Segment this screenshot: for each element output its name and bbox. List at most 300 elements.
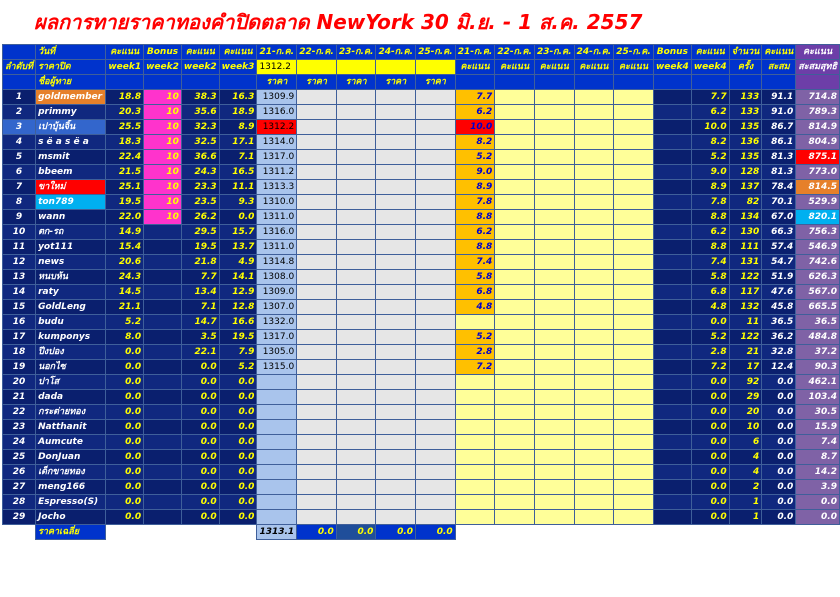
- average-score: 0.0: [762, 420, 796, 435]
- week2-score: 21.8: [181, 255, 219, 270]
- header-close-label: ราคาปิด: [36, 60, 106, 75]
- bonus-score: [144, 435, 182, 450]
- bonus-score: [144, 465, 182, 480]
- daily-score-4: [574, 105, 614, 120]
- bonus-week4: [653, 240, 691, 255]
- daily-score-2: [495, 90, 535, 105]
- week2-score: 26.2: [181, 210, 219, 225]
- daily-score-5: [614, 285, 654, 300]
- row-number: 12: [3, 255, 36, 270]
- guess-price-3: [336, 420, 376, 435]
- daily-score-4: [574, 390, 614, 405]
- guess-price-3: [336, 390, 376, 405]
- week2-score: 19.5: [181, 240, 219, 255]
- daily-score-3: [534, 285, 574, 300]
- header-week1: week1: [106, 60, 144, 75]
- guess-price-1: 1309.9: [257, 90, 297, 105]
- guess-price-5: [416, 165, 456, 180]
- table-row: [3, 495, 840, 510]
- total-score: 37.2: [796, 345, 840, 360]
- player-name: ปีงปอง: [36, 345, 106, 360]
- play-count: 4: [729, 465, 762, 480]
- daily-score-2: [495, 390, 535, 405]
- daily-score-1: 7.2: [455, 360, 495, 375]
- daily-score-5: [614, 90, 654, 105]
- close-price: 1312.2: [257, 60, 297, 75]
- daily-score-2: [495, 105, 535, 120]
- header-blank-w2: [181, 75, 219, 90]
- guess-price-3: [336, 270, 376, 285]
- total-score: 814.9: [796, 120, 840, 135]
- week1-score: 0.0: [106, 480, 144, 495]
- header-no-label: ลำดับที่: [3, 60, 36, 75]
- table-row: [3, 180, 840, 195]
- play-count: 1: [729, 495, 762, 510]
- week1-score: 8.0: [106, 330, 144, 345]
- bonus-week4: [653, 165, 691, 180]
- bonus-score: 10: [144, 90, 182, 105]
- row-number: 8: [3, 195, 36, 210]
- guess-price-2: [297, 255, 337, 270]
- guess-price-2: [297, 195, 337, 210]
- week1-score: 5.2: [106, 315, 144, 330]
- play-count: 132: [729, 300, 762, 315]
- row-number: 18: [3, 345, 36, 360]
- week3-score: 0.0: [219, 450, 257, 465]
- average-score: 0.0: [762, 375, 796, 390]
- bonus-week4: [653, 105, 691, 120]
- week1-score: 21.1: [106, 300, 144, 315]
- daily-score-1: 8.2: [455, 135, 495, 150]
- daily-score-1: [455, 390, 495, 405]
- daily-score-2: [495, 405, 535, 420]
- bonus-week4: [653, 225, 691, 240]
- week1-score: 0.0: [106, 450, 144, 465]
- daily-score-4: [574, 360, 614, 375]
- average-score: 0.0: [762, 450, 796, 465]
- guess-price-5: [416, 510, 456, 525]
- header-blank-s2: [495, 75, 535, 90]
- total-score: 103.4: [796, 390, 840, 405]
- header-name-label: ชื่อผู้ทาย: [36, 75, 106, 90]
- bonus-week4: [653, 315, 691, 330]
- daily-score-4: [574, 465, 614, 480]
- header-row-3: [3, 75, 840, 90]
- week3-score: 16.3: [219, 90, 257, 105]
- guess-price-1: 1315.0: [257, 360, 297, 375]
- guess-price-3: [336, 435, 376, 450]
- bonus-week4: [653, 345, 691, 360]
- guess-price-5: [416, 255, 456, 270]
- guess-price-3: [336, 495, 376, 510]
- week3-score: 17.1: [219, 135, 257, 150]
- guess-price-5: [416, 150, 456, 165]
- week3-score: 0.0: [219, 375, 257, 390]
- guess-price-1: 1314.8: [257, 255, 297, 270]
- average-score: 0.0: [762, 390, 796, 405]
- guess-price-1: [257, 450, 297, 465]
- guess-price-5: [416, 405, 456, 420]
- daily-score-3: [534, 90, 574, 105]
- guess-price-3: [336, 150, 376, 165]
- daily-score-2: [495, 480, 535, 495]
- player-name: Natthanit: [36, 420, 106, 435]
- daily-score-1: 7.7: [455, 90, 495, 105]
- daily-score-5: [614, 390, 654, 405]
- close-price-5: [416, 60, 456, 75]
- guess-price-3: [336, 195, 376, 210]
- header-bonus-w4: Bonus: [653, 45, 691, 60]
- guess-price-4: [376, 210, 416, 225]
- footer-blank: [3, 525, 36, 540]
- daily-score-1: 9.0: [455, 165, 495, 180]
- week2-score: 36.6: [181, 150, 219, 165]
- player-name: raty: [36, 285, 106, 300]
- guess-price-4: [376, 150, 416, 165]
- player-name: นอกไซ: [36, 360, 106, 375]
- daily-score-4: [574, 435, 614, 450]
- player-name: ขาใหม่: [36, 180, 106, 195]
- daily-score-2: [495, 345, 535, 360]
- bonus-score: 10: [144, 180, 182, 195]
- footer-gap-2: [144, 525, 182, 540]
- table-row: [3, 330, 840, 345]
- guess-price-2: [297, 240, 337, 255]
- daily-score-1: [455, 405, 495, 420]
- daily-score-5: [614, 240, 654, 255]
- guess-price-2: [297, 180, 337, 195]
- total-score: 8.7: [796, 450, 840, 465]
- table-row: [3, 135, 840, 150]
- guess-price-5: [416, 315, 456, 330]
- guess-price-5: [416, 435, 456, 450]
- daily-score-4: [574, 330, 614, 345]
- header-count: จำนวน: [729, 45, 762, 60]
- row-number: 4: [3, 135, 36, 150]
- average-score: 0.0: [762, 405, 796, 420]
- play-count: 82: [729, 195, 762, 210]
- guess-price-3: [336, 510, 376, 525]
- header-score-w3: คะแนน: [219, 45, 257, 60]
- daily-score-5: [614, 495, 654, 510]
- week2-score: 3.5: [181, 330, 219, 345]
- header-blank-s5: [614, 75, 654, 90]
- play-count: 128: [729, 165, 762, 180]
- week3-score: 0.0: [219, 210, 257, 225]
- daily-score-5: [614, 330, 654, 345]
- table-row: [3, 270, 840, 285]
- guess-price-4: [376, 105, 416, 120]
- player-name: s ë a s ë a: [36, 135, 106, 150]
- daily-score-5: [614, 375, 654, 390]
- average-score: 86.1: [762, 135, 796, 150]
- footer-avg-5: 0.0: [416, 525, 456, 540]
- guess-price-4: [376, 165, 416, 180]
- week2-score: 0.0: [181, 435, 219, 450]
- row-number: 9: [3, 210, 36, 225]
- play-count: 4: [729, 450, 762, 465]
- guess-price-3: [336, 405, 376, 420]
- guess-price-3: [336, 345, 376, 360]
- play-count: 11: [729, 315, 762, 330]
- table-row: [3, 450, 840, 465]
- guess-price-5: [416, 390, 456, 405]
- week4-score: 0.0: [691, 480, 729, 495]
- week2-score: 0.0: [181, 375, 219, 390]
- week3-score: 16.6: [219, 315, 257, 330]
- guess-price-1: [257, 495, 297, 510]
- bonus-score: 10: [144, 210, 182, 225]
- header-total2: สะสมสุทธิ: [796, 60, 840, 75]
- daily-score-1: 5.8: [455, 270, 495, 285]
- bonus-week4: [653, 210, 691, 225]
- header-blank-w3: [219, 75, 257, 90]
- guess-price-1: 1305.0: [257, 345, 297, 360]
- total-score: 804.9: [796, 135, 840, 150]
- row-number: 5: [3, 150, 36, 165]
- week2-score: 14.7: [181, 315, 219, 330]
- daily-score-1: 2.8: [455, 345, 495, 360]
- row-number: 26: [3, 465, 36, 480]
- player-name: Jocho: [36, 510, 106, 525]
- daily-score-5: [614, 420, 654, 435]
- header-row-2: [3, 60, 840, 75]
- average-score: 78.4: [762, 180, 796, 195]
- guess-price-1: 1316.0: [257, 105, 297, 120]
- average-score: 45.8: [762, 300, 796, 315]
- bonus-score: [144, 315, 182, 330]
- daily-score-1: 7.8: [455, 195, 495, 210]
- daily-score-5: [614, 450, 654, 465]
- play-count: 29: [729, 390, 762, 405]
- guess-price-4: [376, 255, 416, 270]
- week1-score: 19.5: [106, 195, 144, 210]
- guess-price-5: [416, 225, 456, 240]
- week1-score: 0.0: [106, 435, 144, 450]
- guess-price-3: [336, 465, 376, 480]
- bonus-score: 10: [144, 165, 182, 180]
- daily-score-3: [534, 300, 574, 315]
- daily-score-4: [574, 225, 614, 240]
- daily-score-2: [495, 315, 535, 330]
- header-bonus: Bonus: [144, 45, 182, 60]
- bonus-week4: [653, 375, 691, 390]
- average-score: 91.1: [762, 90, 796, 105]
- guess-price-4: [376, 330, 416, 345]
- average-score: 0.0: [762, 510, 796, 525]
- guess-price-3: [336, 90, 376, 105]
- week4-score: 8.8: [691, 240, 729, 255]
- header-price-2: ราคา: [297, 75, 337, 90]
- row-number: 7: [3, 180, 36, 195]
- header-price-3: ราคา: [336, 75, 376, 90]
- week1-score: 20.6: [106, 255, 144, 270]
- guess-price-1: [257, 405, 297, 420]
- bonus-week4: [653, 300, 691, 315]
- guess-price-4: [376, 195, 416, 210]
- bonus-score: [144, 390, 182, 405]
- close-price-3: [336, 60, 376, 75]
- guess-price-1: 1309.0: [257, 285, 297, 300]
- guess-price-3: [336, 180, 376, 195]
- guess-price-5: [416, 135, 456, 150]
- bonus-score: [144, 510, 182, 525]
- average-score: 81.3: [762, 150, 796, 165]
- week4-score: 0.0: [691, 465, 729, 480]
- header-score-4: คะแนน: [574, 60, 614, 75]
- guess-price-5: [416, 120, 456, 135]
- guess-price-4: [376, 510, 416, 525]
- guess-price-5: [416, 465, 456, 480]
- total-score: 462.1: [796, 375, 840, 390]
- header-date-2: 22-ก.ค.: [297, 45, 337, 60]
- close-price-2: [297, 60, 337, 75]
- daily-score-2: [495, 120, 535, 135]
- daily-score-5: [614, 120, 654, 135]
- daily-score-2: [495, 300, 535, 315]
- daily-score-5: [614, 105, 654, 120]
- daily-score-5: [614, 405, 654, 420]
- daily-score-3: [534, 330, 574, 345]
- guess-price-3: [336, 450, 376, 465]
- average-score: 67.0: [762, 210, 796, 225]
- total-score: 36.5: [796, 315, 840, 330]
- week4-score: 8.9: [691, 180, 729, 195]
- row-number: 20: [3, 375, 36, 390]
- footer-label: ราคาเฉลี่ย: [36, 525, 106, 540]
- daily-score-1: [455, 480, 495, 495]
- week3-score: 0.0: [219, 405, 257, 420]
- guess-price-2: [297, 120, 337, 135]
- daily-score-5: [614, 510, 654, 525]
- daily-score-1: [455, 510, 495, 525]
- daily-score-1: [455, 465, 495, 480]
- week3-score: 18.9: [219, 105, 257, 120]
- daily-score-3: [534, 360, 574, 375]
- header-week2: week2: [181, 60, 219, 75]
- daily-score-1: 10.0: [455, 120, 495, 135]
- guess-price-5: [416, 210, 456, 225]
- week4-score: 8.2: [691, 135, 729, 150]
- footer-avg-3: 0.0: [336, 525, 376, 540]
- week1-score: 0.0: [106, 390, 144, 405]
- header-score-w1: คะแนน: [106, 45, 144, 60]
- week2-score: 32.3: [181, 120, 219, 135]
- daily-score-1: 8.8: [455, 240, 495, 255]
- week1-score: 18.8: [106, 90, 144, 105]
- guess-price-4: [376, 90, 416, 105]
- header-total: คะแนน: [796, 45, 840, 60]
- row-number: 15: [3, 300, 36, 315]
- table-row: [3, 105, 840, 120]
- daily-score-4: [574, 150, 614, 165]
- week4-score: 7.8: [691, 195, 729, 210]
- table-row: [3, 390, 840, 405]
- week3-score: 15.7: [219, 225, 257, 240]
- daily-score-1: 8.9: [455, 180, 495, 195]
- daily-score-3: [534, 135, 574, 150]
- guess-price-4: [376, 135, 416, 150]
- total-score: 814.5: [796, 180, 840, 195]
- player-name: เปาบุ้นจิ้น: [36, 120, 106, 135]
- daily-score-3: [534, 120, 574, 135]
- row-number: 14: [3, 285, 36, 300]
- guess-price-4: [376, 240, 416, 255]
- guess-price-1: 1311.0: [257, 240, 297, 255]
- average-score: 66.3: [762, 225, 796, 240]
- week3-score: 0.0: [219, 435, 257, 450]
- week3-score: 0.0: [219, 480, 257, 495]
- guess-price-1: 1316.0: [257, 225, 297, 240]
- header-blank-s4: [574, 75, 614, 90]
- score-table: [2, 44, 840, 540]
- guess-price-3: [336, 105, 376, 120]
- header-score-w2: คะแนน: [181, 45, 219, 60]
- footer-avg-2: 0.0: [297, 525, 337, 540]
- header-avg: คะแนน: [762, 45, 796, 60]
- table-row: [3, 150, 840, 165]
- week4-score: 0.0: [691, 495, 729, 510]
- guess-price-5: [416, 300, 456, 315]
- total-score: 626.3: [796, 270, 840, 285]
- header-score-5: คะแนน: [614, 60, 654, 75]
- header-score-date-5: 25-ก.ค.: [614, 45, 654, 60]
- guess-price-2: [297, 345, 337, 360]
- table-row: [3, 165, 840, 180]
- footer-gap-1: [106, 525, 144, 540]
- bonus-week4: [653, 360, 691, 375]
- guess-price-3: [336, 165, 376, 180]
- total-score: 773.0: [796, 165, 840, 180]
- header-times: ครั้ง: [729, 60, 762, 75]
- week2-score: 7.7: [181, 270, 219, 285]
- daily-score-2: [495, 495, 535, 510]
- play-count: 133: [729, 105, 762, 120]
- play-count: 134: [729, 210, 762, 225]
- total-score: 90.3: [796, 360, 840, 375]
- daily-score-5: [614, 165, 654, 180]
- player-name: Aumcute: [36, 435, 106, 450]
- guess-price-3: [336, 225, 376, 240]
- week1-score: 22.0: [106, 210, 144, 225]
- guess-price-2: [297, 330, 337, 345]
- week1-score: 0.0: [106, 465, 144, 480]
- header-week4-bonus: week4: [653, 60, 691, 75]
- daily-score-5: [614, 345, 654, 360]
- guess-price-2: [297, 360, 337, 375]
- bonus-week4: [653, 330, 691, 345]
- total-score: 15.9: [796, 420, 840, 435]
- bonus-week4: [653, 420, 691, 435]
- guess-price-3: [336, 135, 376, 150]
- daily-score-2: [495, 330, 535, 345]
- header-score-w4: คะแนน: [691, 45, 729, 60]
- table-row: [3, 225, 840, 240]
- daily-score-3: [534, 405, 574, 420]
- week2-score: 22.1: [181, 345, 219, 360]
- week2-score: 0.0: [181, 510, 219, 525]
- daily-score-2: [495, 420, 535, 435]
- daily-score-3: [534, 240, 574, 255]
- row-number: 29: [3, 510, 36, 525]
- footer-avg-4: 0.0: [376, 525, 416, 540]
- daily-score-2: [495, 240, 535, 255]
- week4-score: 5.2: [691, 330, 729, 345]
- guess-price-1: 1317.0: [257, 330, 297, 345]
- daily-score-5: [614, 135, 654, 150]
- week2-score: 0.0: [181, 390, 219, 405]
- player-name: wann: [36, 210, 106, 225]
